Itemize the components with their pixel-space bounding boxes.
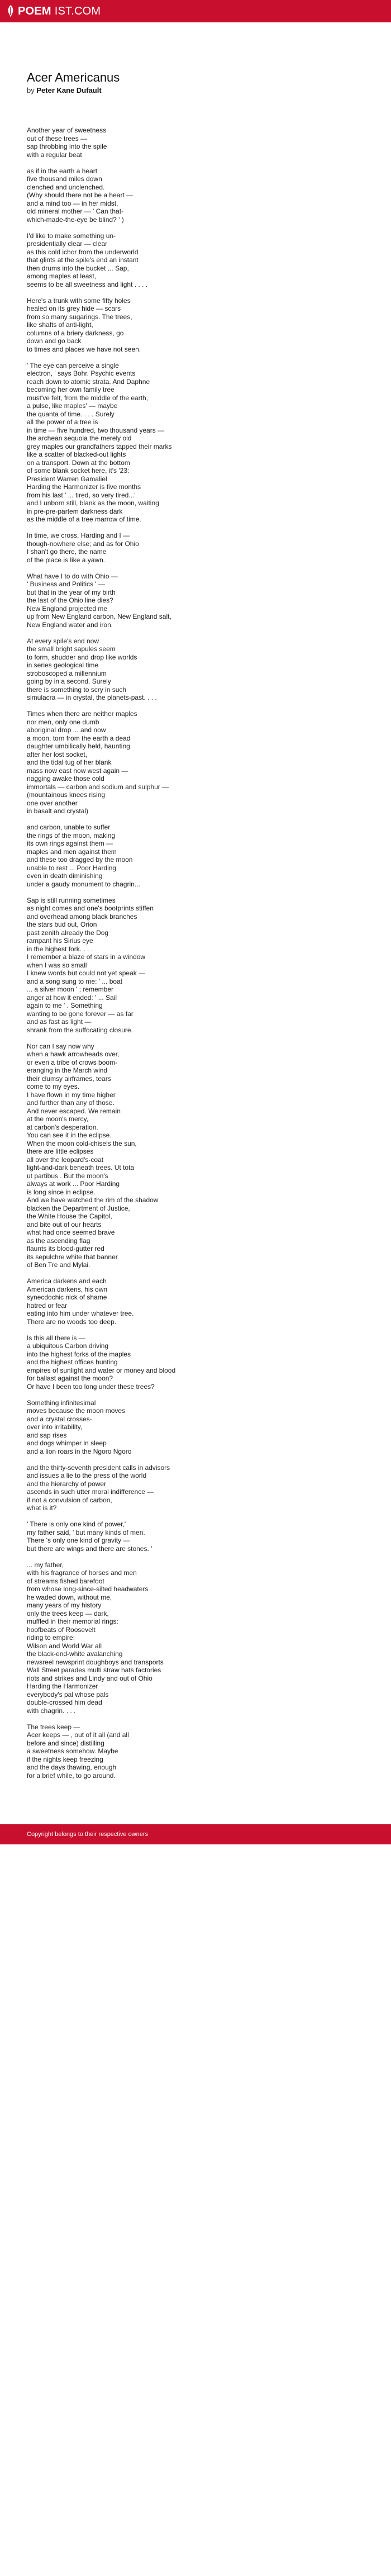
poem-line: in series geological time [27,661,99,669]
poem-line: past zenith already the Dog [27,928,109,937]
footer [0,1824,391,1844]
poem-line: into the highest forks of the maples [27,1350,131,1358]
poem-line: Harding the Harmonizer [27,1682,98,1690]
poem-line: which-made-the-eye be blind? ' ) [27,215,124,224]
poem-line: and I unborn still, blank as the moon, waiting [27,499,159,507]
poem-line: At every spile's end now [27,637,99,645]
stanza [27,572,364,629]
poem-line: the stars bud out, Orion [27,921,97,928]
poem-line: all over the leopard's-coat [27,1155,104,1164]
poem-line: if not a convulsion of carbon, [27,1496,112,1504]
poem-line: as the middle of a tree marrow of time. [27,515,141,523]
poem-line: eating into him under whatever tree. [27,1310,134,1317]
poem-line: moves because the moon moves [27,1407,126,1415]
poem-line: daughter umbilically held, haunting [27,742,130,750]
poem-line: up from New England carbon, New England salt, [27,613,171,620]
poem-line: light-and-dark beneath trees. Ut tota [27,1164,135,1171]
poem-line: I have flown in my time higher [27,1090,116,1099]
poem-line: unable to rest ... Poor Harding [27,864,117,872]
poem-line: from his last ' ... tired, so very tired...' [27,491,136,499]
poem-line: President Warren Gamaliel [27,475,107,483]
poem-line: that glints at the spile's end an instant [27,256,139,264]
poem-line: always at work ... Poor Harding [27,1180,120,1188]
stanza [27,1277,364,1326]
poem-line: What have I to do with Ohio — [27,572,118,580]
stanza [27,710,364,815]
poem-line: if the nights keep freezing [27,1755,103,1763]
stanza [27,1464,364,1512]
poem-line: what is it? [27,1504,57,1512]
poem-line: And we have watched the rim of the shadow [27,1196,159,1204]
stanza [27,1520,364,1553]
stanza [27,362,364,524]
poem-line: with his fragrance of horses and men [27,1569,137,1577]
poem-line: as the ascending flag [27,1236,90,1245]
byline [27,86,364,95]
poem-line: wanting to be gone forever — as far [27,1009,133,1018]
poem-line: of the place is like a yawn. [27,556,106,564]
poem-line: Wilson and World War all [27,1642,102,1650]
author-link[interactable]: Peter Kane Dufault [36,86,102,94]
poem-line: Times when there are neither maples [27,710,137,718]
poem-line: grey maples our grandfathers tapped their marks [27,442,172,450]
poem-line: There 's only one kind of gravity — [27,1536,130,1544]
poem-line: in time — five hundred, two thousand years — [27,426,165,434]
stanza [27,126,364,159]
poem-line: riding to empire; [27,1634,75,1642]
poem-line: and these too dragged by the moon [27,856,133,864]
stanza [27,823,364,888]
poem-line: Acer keeps — , out of it all (and all [27,1731,129,1739]
poem-line: Wall Street parades multi straw hats factories [27,1666,161,1674]
poem-line: of some blank socket here, it's '23: [27,467,130,475]
poem-line: ... my father, [27,1560,64,1569]
poem-line: and further than any of those. [27,1099,115,1107]
stanza [27,232,364,289]
poem-line: riots and strikes and Lindy and out of Ohio [27,1674,152,1682]
poem-line: the rings of the moon, making [27,831,116,839]
stanza [27,532,364,564]
stanza [27,1042,364,1269]
poem-line: mass now east now west again — [27,766,128,775]
poem-line: out of these trees — [27,134,88,143]
poem-line: to form, shudder and drop like worlds [27,653,137,661]
poem-line: electron, ' says Bohr. Psychic events [27,369,136,377]
poem-line: old mineral mother — ' Can that- [27,207,124,215]
poem-line: and a lion roars in the Ngoro Ngoro [27,1447,132,1455]
poem-line: from whose long-since-silted headwaters [27,1585,149,1593]
stanza [27,167,364,224]
poem-line: like shafts of anti-light, [27,321,93,329]
poem-line: ' The eye can perceive a single [27,361,119,369]
poem-line: with a regular beat [27,150,82,159]
poem-line: shrank from the suffocating closure. [27,1026,133,1034]
poem-line: five thousand miles down [27,175,102,183]
poem-line: and the highest offices hunting [27,1358,118,1366]
poem-line: he waded down, without me, [27,1593,112,1601]
poem-line: like a scatter of blacked-out lights [27,450,126,458]
poem-line: a ubiquitous Carbon driving [27,1342,109,1350]
poem-line: my father said, ' but many kinds of men. [27,1528,145,1536]
poem-line: presidentially clear — clear [27,240,108,248]
poem-line: everybody's pal whose pals [27,1690,109,1699]
poem-line: a moon, torn from the earth a dead [27,734,131,742]
poem-line: aboriginal drop ... and now [27,726,106,734]
poem-line: You can see it in the eclipse. [27,1131,112,1139]
poem-line: again to me ' . Something [27,1002,103,1009]
poem-line: American darkens, his own [27,1285,108,1293]
poem-line: in the highest fork. . . . [27,945,93,953]
poem-line: what had once seemed brave [27,1228,115,1236]
poem-line: blacken the Department of Justice, [27,1204,130,1212]
poem-line: and as fast as light — [27,1018,92,1026]
poem-line: immortals — carbon and sodium and sulphur — [27,782,169,791]
poem-line: newsreel newsprint doughboys and transports [27,1658,164,1666]
stanza [27,297,364,354]
poem-line: their clumsy airframes, tears [27,1074,111,1083]
poem-line: and sap rises [27,1431,67,1439]
poem-line: Or have I been too long under these trees? [27,1382,155,1391]
stanza [27,1334,364,1391]
poem-line: hoofbeats of Roosevelt [27,1625,96,1634]
poem-line: at carbon's desperation. [27,1123,98,1131]
poem-line: the last of the Ohio line dies? [27,596,113,604]
poem-line: Here's a trunk with some fifty holes [27,296,131,305]
logo-text-suffix: IST.COM [54,4,101,17]
poem-line: one over another [27,799,78,807]
poem-line: on a transport. Down at the bottom [27,458,130,467]
poem-line: a pulse, like maples' — maybe [27,402,118,410]
poem-line: flaunts its blood-gutter red [27,1245,104,1253]
poem-line: ' Business and Politics ' — [27,580,105,588]
poem-line: becoming her own family tree [27,386,115,393]
poem-line: and carbon, unable to suffer [27,823,111,831]
poem-line: nagging awake those cold [27,775,104,782]
poem-line: though-nowhere else; and as for Ohio [27,539,139,548]
poem-line: anger at how it ended: ' ... Sail [27,993,117,1002]
poem-line: as if in the earth a heart [27,167,98,175]
poem-line: I remember a blaze of stars in a window [27,953,146,961]
poem-line: Harding the Harmonizer is five months [27,483,141,491]
poem-line: for a brief while, to go around. [27,1771,116,1780]
poem-line: I shan't go there, the name [27,548,107,556]
poem-line: as night comes and one's bootprints stiffen [27,904,154,912]
poem-line: in pre-pre-partem darkness dark [27,507,123,515]
poem-line: The trees keep — [27,1723,80,1731]
poem-line: and a crystal crosses- [27,1415,92,1423]
poem-line: New England projected me [27,604,108,613]
poem-line: for ballast against the moon? [27,1374,113,1382]
poem-line: Something infinitesimal [27,1398,96,1407]
poem-container [0,22,391,1780]
poem-line: columns of a briery darkness, go [27,329,124,337]
poem-line: going by in a second. Surely [27,677,111,685]
poem-line: double-crossed him dead [27,1699,102,1706]
poem-line: and issues a lie to the press of the world [27,1472,147,1479]
poem-line: to times and places we have not seen. [27,345,141,353]
poem-line: (Why should there not be a heart — [27,191,133,199]
poem-line: I'd like to make something un- [27,231,116,240]
poem-line: Another year of sweetness [27,126,107,134]
poem-line: and the tidal tug of her blank [27,758,112,766]
stanza [27,1561,364,1715]
poem-line: down and go back [27,337,82,345]
poem-line: I knew words but could not yet speak — [27,969,146,977]
poem-line: when I was so small [27,961,87,969]
stanza [27,1723,364,1780]
by-label: by [27,86,35,94]
stanza [27,637,364,702]
poem-line: there are little eclipses [27,1147,94,1155]
poem-line: even in death diminishing [27,872,103,880]
poem-line: after her lost socket, [27,750,88,758]
poem-line: nor men, only one dumb [27,718,99,726]
poem-line: Sap is still running sometimes [27,896,116,904]
site-logo[interactable] [7,5,101,18]
poem-line: the White House the Capitol, [27,1212,112,1220]
poem-line: over into irritability, [27,1423,83,1431]
poem-line: and dogs whimper in sleep [27,1439,107,1447]
poem-title: Acer Americanus [27,70,120,84]
poem-line: with chagrin. . . . [27,1706,76,1715]
poem-line: must've felt, from the middle of the earth, [27,393,149,402]
poem-line: but that in the year of my birth [27,588,116,596]
poem-line: of streams fished barefoot [27,1577,104,1585]
poem-line: ascends in such utter moral indifference — [27,1488,154,1496]
poem-line: in basalt and crystal) [27,807,89,815]
poem-line: a sweetness somehow. Maybe [27,1747,118,1755]
poem-line: and bite out of our hearts [27,1220,102,1228]
poem-line: and a song sung to me: ' ... boat [27,977,123,985]
poem-line: ' There is only one kind of power,' [27,1520,126,1528]
poem-line: but there are wings and there are stones. ' [27,1544,152,1553]
poem-body [27,126,364,1780]
poem-line: seems to be all sweetness and light . . . . [27,280,148,288]
poem-line: when a hawk arrowheads over, [27,1050,120,1058]
poem-line: its sepulchre white that banner [27,1253,118,1261]
poem-line: and a mind too — in her midst, [27,199,118,207]
poem-line: and the hierarchy of power [27,1479,107,1488]
poem-line: maples and men against them [27,847,117,856]
poem-line: simulacra — in crystal, the planets-past. . . . [27,694,157,701]
poem-line: the archean sequoia the merely old [27,434,132,442]
poem-line: and the thirty-seventh president calls in advisors [27,1463,170,1472]
poem-line: or even a tribe of crows boom- [27,1058,118,1066]
poem-line: and the days thawing, enough [27,1763,117,1771]
poem-line: come to my eyes. [27,1083,80,1090]
poem-line: synecdochic nick of shame [27,1293,107,1301]
poem-line: Is this all there is — [27,1334,85,1342]
stanza [27,896,364,1035]
poem-line: many years of my history [27,1601,102,1609]
poem-line: rampant his Sirius eye [27,937,93,945]
stanza [27,1399,364,1456]
poem-line: clenched and unclenched. [27,183,105,191]
poem-line: hatred or fear [27,1301,68,1310]
poem-line: only the trees keep — dark, [27,1609,109,1617]
poem-line: stroboscoped a millennium [27,669,107,677]
poem-line: New England water and iron. [27,620,113,629]
poem-line: there is something to scry in such [27,685,127,694]
poem-line: then drums into the bucket ... Sap, [27,264,129,272]
poem-line: among maples at least, [27,272,97,280]
poem-line: In time, we cross, Harding and I — [27,532,130,539]
poem-line: And never escaped. We remain [27,1107,121,1115]
poem-line: There are no woods too deep. [27,1317,117,1326]
poem-line: as this cold ichor from the underworld [27,248,139,256]
poem-line: at the moon's mercy, [27,1115,89,1123]
poem-line: and overhead among black branches [27,912,137,921]
poem-line: eranging in the March wind [27,1066,108,1074]
poem-line: from so many sugarings. The trees, [27,312,132,321]
poem-line: reach down to atomic strata. And Daphne [27,377,150,386]
copyright-text: Copyright belongs to their respective owners [27,1831,149,1838]
poem-line: (mountainous knees rising [27,791,106,799]
poem-line: is long since in eclipse. [27,1188,96,1196]
poem-line: healed on its grey hide — scars [27,305,121,312]
poem-line: sap throbbing into the spile [27,143,107,150]
quill-icon [7,5,15,17]
poem-line: ... a silver moon ' ; remember [27,985,114,993]
poem-line: empires of sunlight and water or money and blood [27,1366,176,1374]
poem-line: the black-end-white avalanching [27,1650,123,1658]
top-bar [0,0,391,22]
poem-line: When the moon cold-chisels the sun, [27,1139,137,1147]
poem-line: of Ben Tre and Mylai. [27,1261,90,1269]
poem-line: the quanta of time. . . . Surely [27,410,115,418]
poem-line: the small bright sapules seem [27,645,116,653]
poem-line: ut partibus . But the moon's [27,1171,108,1180]
poem-line: Nor can I say now why [27,1042,94,1050]
poem-line: before and since) distilling [27,1739,104,1747]
poem-line: America darkens and each [27,1277,107,1285]
logo-text-main: POEM [18,4,51,17]
poem-line: its own rings against them — [27,839,113,847]
poem-line: under a gaudy monument to chagrin... [27,880,140,888]
poem-line: all the power of a tree is [27,418,98,426]
poem-line: muffled in their memorial rings: [27,1617,118,1625]
